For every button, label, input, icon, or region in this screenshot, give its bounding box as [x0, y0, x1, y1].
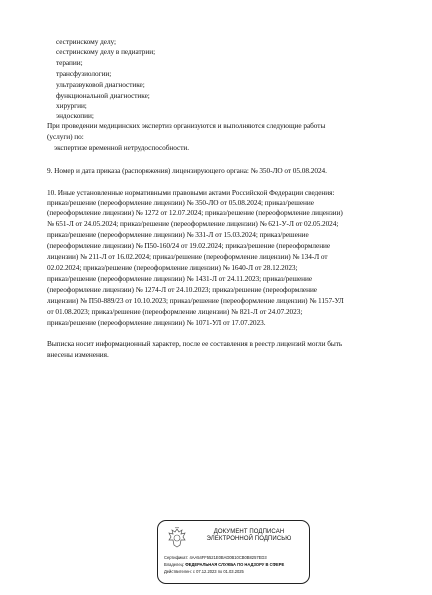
text-line: При проведении медицинских экспертиз организуются и выполняются следующие работы: [47, 121, 326, 130]
stamp-title: ДОКУМЕНТ ПОДПИСАН ЭЛЕКТРОННОЙ ПОДПИСЬЮ: [206, 529, 292, 543]
text-line: (переоформление лицензии) № 1272 от 12.07.2024; приказ/решение (переоформление лицензии): [47, 208, 343, 217]
text-line: 02.02.2024; приказ/решение (переоформление лицензии) № 1640-Л от 28.12.2023;: [47, 263, 298, 272]
text-line: функциональной диагностике;: [56, 91, 150, 100]
text-line: лицензии) № П50-889/23 от 10.10.2023; приказ/решение (переоформление лицензии) № 1157-УЛ: [47, 296, 344, 305]
electronic-signature-stamp: [157, 520, 310, 584]
coat-of-arms-icon: [167, 527, 187, 549]
text-line: хирургии;: [56, 101, 87, 110]
disclaimer-line: Выписка носит информационный характер, после ее составления в реестр лицензий могли быть: [47, 339, 343, 348]
text-line: № 651-Л от 24.05.2024; приказ/решение (переоформление лицензии) № 621-У-Л от 02.05.2024;: [47, 219, 339, 228]
certificate-number: Сертификат: 4AA54FF5521E0BAD0B10CB0B8257ED3: [164, 555, 267, 560]
text-line: лицензии) № 211-Л от 16.02.2024; приказ/решение (переоформление лицензии) № 134-Л от: [47, 252, 328, 261]
text-line: (переоформление лицензии) № 1274-Л от 24.10.2023; приказ/решение (переоформление: [47, 285, 318, 294]
text-line: эндоскопии;: [56, 111, 94, 120]
text-line: трансфузиологии;: [56, 69, 112, 78]
text-line: приказ/решение (переоформление лицензии) № 1071-УЛ от 17.07.2023.: [47, 318, 266, 327]
text-line: экспертизе временной нетрудоспособности.: [54, 143, 190, 152]
certificate-owner: Владелец: ФЕДЕРАЛЬНАЯ СЛУЖБА ПО НАДЗОРУ В СФЕРЕ: [164, 562, 285, 567]
text-line: приказ/решение (переоформление лицензии) № 331-Л от 15.03.2024; приказ/решение: [47, 230, 309, 239]
text-line: сестринскому делу;: [56, 37, 117, 46]
certificate-validity: Действителен: с 07.12.2023 по 01.03.2025: [164, 569, 244, 574]
text-line: приказ/решение (переоформление лицензии) № 1431-Л от 24.11.2023; приказ/решение: [47, 274, 313, 283]
text-line: (услуги) по:: [47, 132, 84, 141]
text-line: сестринскому делу в педиатрии;: [56, 47, 156, 56]
text-line: (переоформление лицензии) № П50-160/24 от 19.02.2024; приказ/решение (переоформление: [47, 241, 331, 250]
disclaimer-line: внесены изменения.: [47, 350, 109, 359]
section-10-heading: 10. Иные установленные нормативными правовыми актами Российской Федерации сведения:: [47, 188, 335, 197]
text-line: терапии;: [56, 58, 83, 67]
text-line: ультразвуковой диагностике;: [56, 80, 145, 89]
text-line: от 01.08.2023; приказ/решение (переоформление лицензии) № 821-Л от 24.07.2023;: [47, 307, 303, 316]
section-9-line: 9. Номер и дата приказа (распоряжения) лицензирующего органа: № 350-ЛО от 05.08.2024.: [47, 166, 327, 175]
text-line: приказ/решение (переоформление лицензии) № 350-ЛО от 05.08.2024; приказ/решение: [47, 198, 314, 207]
